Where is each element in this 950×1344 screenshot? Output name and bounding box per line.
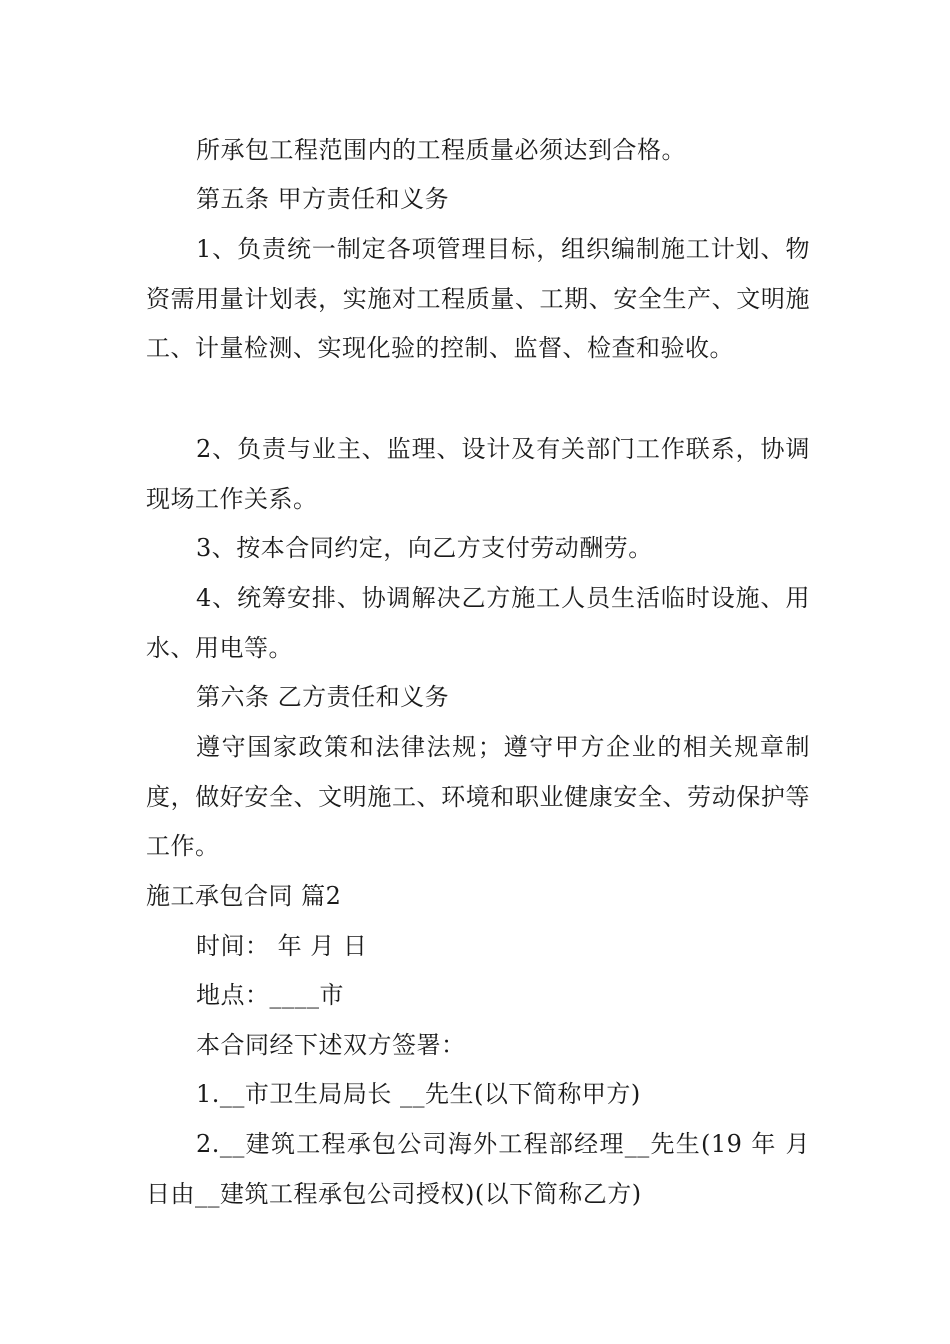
article-5-heading: 第五条 甲方责任和义务: [196, 185, 450, 213]
party-a-duty-4: 4、统筹安排、协调解决乙方施工人员生活临时设施、用水、用电等。: [146, 584, 810, 662]
party-b-duty: 遵守国家政策和法律法规；遵守甲方企业的相关规章制度，做好安全、文明施工、环境和职业健康安全、劳动保护等工作。: [146, 733, 810, 861]
section-title: 施工承包合同 篇2: [146, 882, 342, 910]
party-a-duty-3: 3、按本合同约定，向乙方支付劳动酬劳。: [196, 534, 653, 562]
party-a-line: 1.__市卫生局局长 __先生(以下简称甲方): [196, 1080, 641, 1108]
article-6-heading: 第六条 乙方责任和义务: [196, 683, 450, 711]
party-a-duty-1: 1、负责统一制定各项管理目标，组织编制施工计划、物资需用量计划表，实施对工程质量、工期、安全生产、文明施工、计量检测、实现化验的控制、监督、检查和验收。: [146, 235, 810, 363]
signing-intro: 本合同经下述双方签署：: [196, 1031, 466, 1059]
party-a-duty-2: 2、负责与业主、监理、设计及有关部门工作联系，协调现场工作关系。: [146, 435, 810, 513]
location-line: 地点：____市: [196, 981, 344, 1009]
party-b-line: 2.__建筑工程承包公司海外工程部经理__先生(19 年 月 日由__建筑工程承包公司授权)(以下简称乙方): [146, 1130, 810, 1208]
paragraph-quality: 所承包工程范围内的工程质量必须达到合格。: [196, 136, 686, 164]
date-line: 时间： 年 月 日: [196, 932, 368, 960]
